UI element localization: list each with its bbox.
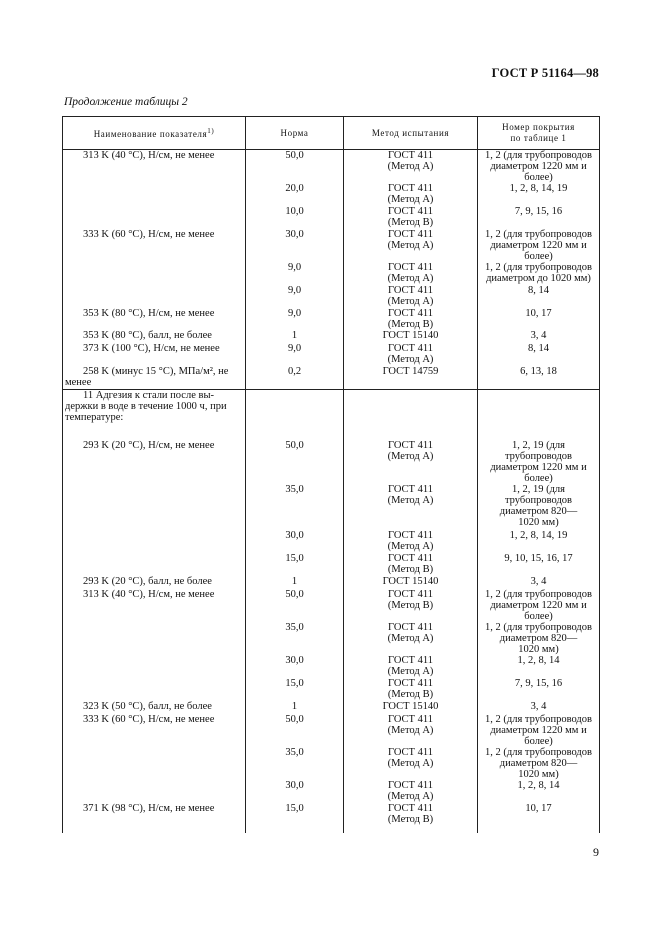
cover-number-cell: 10, 17 bbox=[478, 308, 600, 330]
indicator-cell bbox=[63, 285, 246, 308]
table-row bbox=[63, 622, 600, 655]
section-row bbox=[63, 390, 600, 441]
table-row bbox=[63, 484, 600, 530]
cover-number-cell: 9, 10, 15, 16, 17 bbox=[478, 553, 600, 576]
indicator-cell: 373 K (100 °C), Н/см, не менее bbox=[63, 343, 246, 366]
indicator-cell: 333 K (60 °C), Н/см, не менее bbox=[63, 229, 246, 262]
cover-number-cell: 1, 2 (для трубопроводов диаметром 1220 мм и более) bbox=[478, 589, 600, 622]
method-cell: ГОСТ 411 (Метод А) bbox=[344, 747, 478, 780]
method-cell: ГОСТ 411 (Метод В) bbox=[344, 678, 478, 701]
norm-cell: 30,0 bbox=[246, 780, 344, 803]
method-cell bbox=[344, 390, 478, 441]
table-row bbox=[63, 343, 600, 366]
cover-number-cell: 1, 2 (для трубопроводов диаметром 1220 мм и более) bbox=[478, 150, 600, 184]
norm-cell: 1 bbox=[246, 701, 344, 714]
indicator-cell: 353 K (80 °C), Н/см, не менее bbox=[63, 308, 246, 330]
table-row bbox=[63, 576, 600, 589]
method-cell: ГОСТ 411 (Метод В) bbox=[344, 589, 478, 622]
norm-cell: 9,0 bbox=[246, 262, 344, 285]
table-row bbox=[63, 701, 600, 714]
indicator-cell: 353 K (80 °C), балл, не более bbox=[63, 330, 246, 343]
method-cell: ГОСТ 411 (Метод В) bbox=[344, 308, 478, 330]
table-row bbox=[63, 530, 600, 553]
indicator-cell: 293 K (20 °C), балл, не более bbox=[63, 576, 246, 589]
norm-cell: 30,0 bbox=[246, 530, 344, 553]
table-row bbox=[63, 440, 600, 484]
norm-cell: 35,0 bbox=[246, 622, 344, 655]
indicator-cell bbox=[63, 747, 246, 780]
cover-number-cell bbox=[478, 390, 600, 441]
table-caption: Продолжение таблицы 2 bbox=[64, 96, 188, 108]
norm-cell: 10,0 bbox=[246, 206, 344, 229]
method-cell: ГОСТ 411 (Метод А) bbox=[344, 150, 478, 184]
norm-cell: 50,0 bbox=[246, 440, 344, 484]
method-cell: ГОСТ 411 (Метод А) bbox=[344, 440, 478, 484]
cover-number-cell: 7, 9, 15, 16 bbox=[478, 678, 600, 701]
norm-cell: 50,0 bbox=[246, 714, 344, 747]
table-row bbox=[63, 150, 600, 184]
cover-number-cell: 1, 2 (для трубопроводов диаметром 820— 1020 мм) bbox=[478, 747, 600, 780]
indicator-cell bbox=[63, 262, 246, 285]
cover-number-cell: 1, 2 (для трубопроводов диаметром до 1020 мм) bbox=[478, 262, 600, 285]
method-cell: ГОСТ 15140 bbox=[344, 576, 478, 589]
cover-number-cell: 1, 2, 19 (для трубопроводов диаметром 820— 1020 мм) bbox=[478, 484, 600, 530]
norm-cell: 50,0 bbox=[246, 150, 344, 184]
cover-number-cell: 1, 2 (для трубопроводов диаметром 1220 мм и более) bbox=[478, 714, 600, 747]
method-cell: ГОСТ 411 (Метод А) bbox=[344, 530, 478, 553]
cover-number-cell: 3, 4 bbox=[478, 701, 600, 714]
indicator-cell: 313 K (40 °C), Н/см, не менее bbox=[63, 150, 246, 184]
cover-number-cell: 1, 2, 8, 14 bbox=[478, 655, 600, 678]
norm-cell: 15,0 bbox=[246, 803, 344, 833]
cover-number-cell: 1, 2 (для трубопроводов диаметром 820— 1020 мм) bbox=[478, 622, 600, 655]
table-header-row bbox=[63, 117, 600, 150]
indicator-cell bbox=[63, 183, 246, 206]
cover-number-cell: 1, 2, 8, 14, 19 bbox=[478, 530, 600, 553]
norm-cell: 9,0 bbox=[246, 343, 344, 366]
indicator-cell bbox=[63, 780, 246, 803]
table-row bbox=[63, 655, 600, 678]
cover-number-cell: 1, 2, 19 (для трубопроводов диаметром 1220 мм и более) bbox=[478, 440, 600, 484]
cover-number-cell: 7, 9, 15, 16 bbox=[478, 206, 600, 229]
column-header-name: Наименование показателя$^{1)}$ bbox=[63, 117, 246, 150]
column-header-method: Метод испытания bbox=[344, 117, 478, 150]
norm-cell: 20,0 bbox=[246, 183, 344, 206]
method-cell: ГОСТ 411 (Метод А) bbox=[344, 484, 478, 530]
method-cell: ГОСТ 15140 bbox=[344, 701, 478, 714]
norm-cell: 9,0 bbox=[246, 308, 344, 330]
method-cell: ГОСТ 411 (Метод А) bbox=[344, 622, 478, 655]
table-body bbox=[63, 150, 600, 834]
method-cell: ГОСТ 411 (Метод В) bbox=[344, 206, 478, 229]
cover-number-cell: 3, 4 bbox=[478, 330, 600, 343]
indicator-cell bbox=[63, 622, 246, 655]
indicator-cell: 323 K (50 °C), балл, не более bbox=[63, 701, 246, 714]
norm-cell: 1 bbox=[246, 576, 344, 589]
method-cell: ГОСТ 14759 bbox=[344, 366, 478, 390]
table-row bbox=[63, 803, 600, 833]
method-cell: ГОСТ 411 (Метод А) bbox=[344, 285, 478, 308]
table-row bbox=[63, 553, 600, 576]
table-row bbox=[63, 183, 600, 206]
norm-cell: 30,0 bbox=[246, 655, 344, 678]
indicator-cell bbox=[63, 678, 246, 701]
indicator-cell: 11 Адгезия к стали после вы- держки в воде в течение 1000 ч, при температуре: bbox=[63, 390, 246, 441]
table-row bbox=[63, 780, 600, 803]
table-row bbox=[63, 589, 600, 622]
norm-cell: 50,0 bbox=[246, 589, 344, 622]
norm-cell bbox=[246, 390, 344, 441]
indicator-cell: 258 K (минус 15 °C), МПа/м², не менее bbox=[63, 366, 246, 390]
method-cell: ГОСТ 411 (Метод А) bbox=[344, 714, 478, 747]
norm-cell: 1 bbox=[246, 330, 344, 343]
indicator-cell bbox=[63, 206, 246, 229]
norm-cell: 30,0 bbox=[246, 229, 344, 262]
norm-cell: 9,0 bbox=[246, 285, 344, 308]
column-header-cover: Номер покрытия по таблице 1 bbox=[478, 117, 600, 150]
cover-number-cell: 6, 13, 18 bbox=[478, 366, 600, 390]
method-cell: ГОСТ 411 (Метод А) bbox=[344, 229, 478, 262]
data-table bbox=[62, 116, 600, 833]
table-row bbox=[63, 308, 600, 330]
norm-cell: 15,0 bbox=[246, 678, 344, 701]
indicator-cell bbox=[63, 553, 246, 576]
cover-number-cell: 1, 2 (для трубопроводов диаметром 1220 мм и более) bbox=[478, 229, 600, 262]
footnote-mark: 1) bbox=[207, 127, 215, 135]
page-header: ГОСТ Р 51164—98 bbox=[491, 66, 599, 80]
cover-number-cell: 3, 4 bbox=[478, 576, 600, 589]
table-row bbox=[63, 714, 600, 747]
cover-number-cell: 1, 2, 8, 14 bbox=[478, 780, 600, 803]
method-cell: ГОСТ 411 (Метод А) bbox=[344, 183, 478, 206]
table-row bbox=[63, 678, 600, 701]
cover-number-cell: 8, 14 bbox=[478, 285, 600, 308]
indicator-cell: 333 K (60 °C), Н/см, не менее bbox=[63, 714, 246, 747]
table-row bbox=[63, 206, 600, 229]
cover-number-cell: 1, 2, 8, 14, 19 bbox=[478, 183, 600, 206]
table-row bbox=[63, 229, 600, 262]
table-row bbox=[63, 366, 600, 390]
method-cell: ГОСТ 411 (Метод А) bbox=[344, 343, 478, 366]
table-row bbox=[63, 262, 600, 285]
indicator-cell bbox=[63, 655, 246, 678]
norm-cell: 15,0 bbox=[246, 553, 344, 576]
method-cell: ГОСТ 411 (Метод А) bbox=[344, 655, 478, 678]
norm-cell: 35,0 bbox=[246, 747, 344, 780]
method-cell: ГОСТ 411 (Метод А) bbox=[344, 262, 478, 285]
page-number: 9 bbox=[593, 845, 599, 859]
norm-cell: 35,0 bbox=[246, 484, 344, 530]
indicator-cell bbox=[63, 530, 246, 553]
table-row bbox=[63, 285, 600, 308]
table-row bbox=[63, 747, 600, 780]
method-cell: ГОСТ 411 (Метод В) bbox=[344, 803, 478, 833]
indicator-cell: 371 K (98 °C), Н/см, не менее bbox=[63, 803, 246, 833]
method-cell: ГОСТ 411 (Метод В) bbox=[344, 553, 478, 576]
indicator-cell: 293 K (20 °C), Н/см, не менее bbox=[63, 440, 246, 484]
method-cell: ГОСТ 411 (Метод А) bbox=[344, 780, 478, 803]
cover-number-cell: 8, 14 bbox=[478, 343, 600, 366]
method-cell: ГОСТ 15140 bbox=[344, 330, 478, 343]
indicator-cell bbox=[63, 484, 246, 530]
cover-number-cell: 10, 17 bbox=[478, 803, 600, 833]
column-header-norm: Норма bbox=[246, 117, 344, 150]
table-row bbox=[63, 330, 600, 343]
indicator-cell: 313 K (40 °C), Н/см, не менее bbox=[63, 589, 246, 622]
norm-cell: 0,2 bbox=[246, 366, 344, 390]
